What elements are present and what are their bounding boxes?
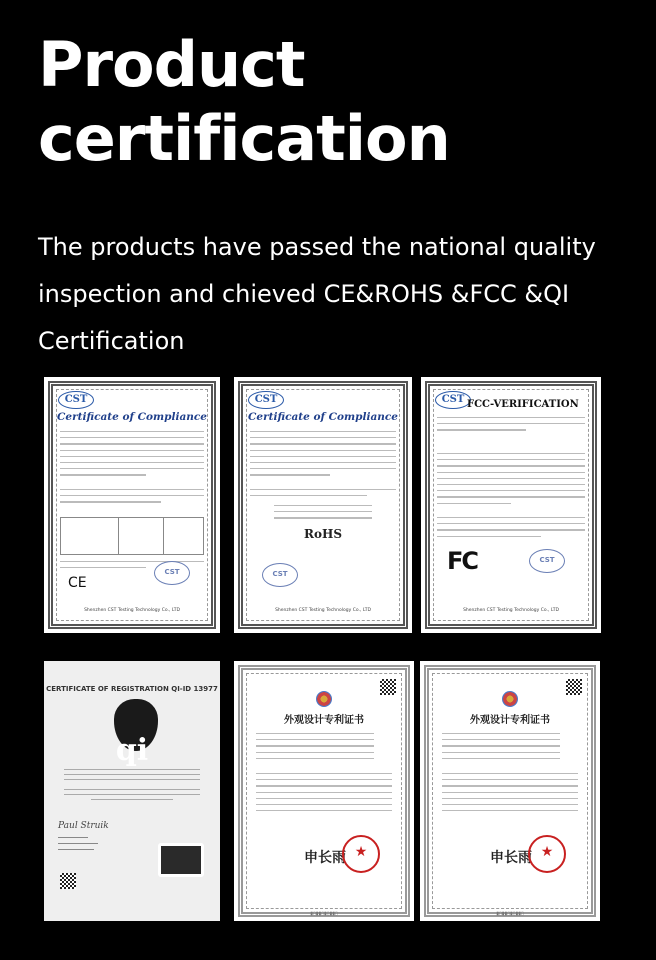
qi-certificate: [44, 661, 220, 921]
cst-stamp: CST: [529, 549, 565, 573]
certificate-heading: 外观设计专利证书: [284, 715, 364, 726]
certificate-heading: 外观设计专利证书: [470, 715, 550, 726]
patent-certificate-1: [234, 661, 414, 921]
title-line-1: Product: [38, 28, 305, 101]
qi-logo-text: qi: [115, 733, 149, 768]
red-seal-icon: [342, 835, 380, 873]
cst-logo: CST: [435, 391, 471, 409]
qr-code-icon: [566, 679, 582, 695]
qr-code-icon: [380, 679, 396, 695]
cst-logo: CST: [58, 391, 94, 409]
qr-code-icon: [60, 873, 76, 889]
title-line-2: certification: [38, 102, 450, 175]
signature: 申长雨: [490, 850, 532, 866]
wireless-charger-image: [158, 843, 204, 877]
certificate-heading: Certificate of Compliance: [57, 411, 207, 423]
certificate-heading: CERTIFICATE OF REGISTRATION QI-ID 13977: [46, 685, 218, 693]
cst-stamp: CST: [154, 561, 190, 585]
national-emblem-icon: [316, 691, 332, 707]
page-title: [38, 28, 450, 176]
ce-mark: CE: [68, 575, 87, 591]
rohs-certificate: [234, 377, 412, 633]
barcode-strip: ▮▯▮▮▯▮▯▮▮▯: [496, 911, 524, 917]
red-seal-icon: [528, 835, 566, 873]
rohs-mark: RoHS: [304, 527, 342, 541]
certificate-footer: Shenzhen CST Testing Technology Co., LTD: [275, 608, 371, 613]
certificate-footer: Shenzhen CST Testing Technology Co., LTD: [463, 608, 559, 613]
page-subtitle: The products have passed the national quality inspection and chieved CE&ROHS &FCC &QI Certification: [38, 233, 596, 355]
cst-stamp: CST: [262, 563, 298, 587]
certificate-heading: Certificate of Compliance: [248, 411, 398, 423]
certificate-heading: FCC-VERIFICATION: [467, 399, 579, 410]
signature: 申长雨: [304, 850, 346, 866]
signatory-block: [58, 837, 98, 850]
certificate-footer: Shenzhen CST Testing Technology Co., LTD: [84, 608, 180, 613]
cst-logo: CST: [248, 391, 284, 409]
barcode-strip: ▮▯▮▮▯▮▯▮▮▯: [310, 911, 338, 917]
signature: Paul Struik: [58, 821, 109, 831]
fcc-mark: FC: [447, 547, 478, 575]
fcc-certificate: [421, 377, 601, 633]
patent-certificate-2: [420, 661, 600, 921]
national-emblem-icon: [502, 691, 518, 707]
ce-certificate: [44, 377, 220, 633]
